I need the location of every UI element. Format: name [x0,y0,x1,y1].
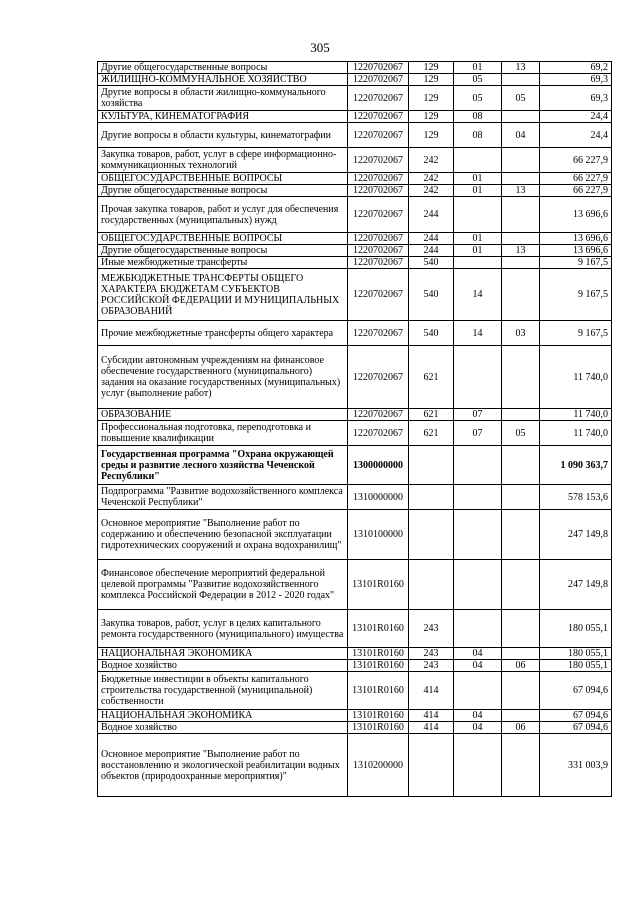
row-target-code: 13101R0160 [348,710,409,722]
row-subsection [502,197,540,233]
row-subsection: 04 [502,123,540,148]
row-subsection: 13 [502,245,540,257]
row-name: Другие общегосударственные вопросы [98,245,348,257]
row-section: 14 [454,321,502,346]
row-name: Субсидии автономным учреждениям на финансовое обеспечение государственного (муниципального) задания на оказание государственных (муниципальных) услуг (выполнение работ) [98,346,348,409]
table-row [98,610,612,648]
row-section: 08 [454,111,502,123]
table-row [98,710,612,722]
row-section: 04 [454,660,502,672]
table-row [98,233,612,245]
table-row [98,734,612,797]
row-section: 01 [454,62,502,74]
row-section [454,734,502,797]
row-section [454,510,502,560]
row-target-code: 1220702067 [348,185,409,197]
row-subsection: 05 [502,421,540,446]
row-subsection: 03 [502,321,540,346]
row-section [454,446,502,485]
row-target-code: 1310100000 [348,510,409,560]
row-amount: 9 167,5 [540,321,612,346]
row-amount: 67 094,6 [540,722,612,734]
row-target-code: 1220702067 [348,421,409,446]
row-name: Прочая закупка товаров, работ и услуг для обеспечения государственных (муниципальных) нужд [98,197,348,233]
page-number: 305 [310,40,330,55]
row-target-code: 1220702067 [348,74,409,86]
row-target-code: 1220702067 [348,269,409,321]
row-amount: 11 740,0 [540,346,612,409]
row-expense-type: 244 [409,197,454,233]
table-row [98,560,612,610]
row-expense-type: 129 [409,74,454,86]
row-expense-type: 414 [409,722,454,734]
row-amount: 24,4 [540,111,612,123]
table-row [98,173,612,185]
row-name: Закупка товаров, работ, услуг в сфере информационно-коммуникационных технологий [98,148,348,173]
table-row [98,111,612,123]
row-section [454,610,502,648]
row-amount: 578 153,6 [540,485,612,510]
row-name: Водное хозяйство [98,660,348,672]
row-section: 07 [454,421,502,446]
row-subsection [502,710,540,722]
table-row [98,86,612,111]
row-amount: 66 227,9 [540,185,612,197]
row-expense-type: 242 [409,185,454,197]
row-name: Подпрограмма "Развитие водохозяйственного комплекса Чеченской Республики" [98,485,348,510]
row-section [454,197,502,233]
row-expense-type: 129 [409,62,454,74]
row-target-code: 1220702067 [348,233,409,245]
row-amount: 13 696,6 [540,233,612,245]
row-subsection [502,560,540,610]
row-section: 01 [454,245,502,257]
row-amount: 13 696,6 [540,245,612,257]
row-target-code: 1220702067 [348,86,409,111]
row-name: Другие общегосударственные вопросы [98,62,348,74]
row-amount: 1 090 363,7 [540,446,612,485]
row-section [454,485,502,510]
row-target-code: 13101R0160 [348,648,409,660]
row-section: 01 [454,233,502,245]
row-name: НАЦИОНАЛЬНАЯ ЭКОНОМИКА [98,648,348,660]
row-subsection [502,257,540,269]
row-name: Профессиональная подготовка, переподготовка и повышение квалификации [98,421,348,446]
row-expense-type [409,734,454,797]
row-section: 07 [454,409,502,421]
row-name: ОБЩЕГОСУДАРСТВЕННЫЕ ВОПРОСЫ [98,233,348,245]
row-section [454,257,502,269]
row-target-code: 1220702067 [348,148,409,173]
row-subsection [502,409,540,421]
row-target-code: 13101R0160 [348,672,409,710]
table-row [98,185,612,197]
row-name: КУЛЬТУРА, КИНЕМАТОГРАФИЯ [98,111,348,123]
row-expense-type: 540 [409,269,454,321]
row-subsection [502,148,540,173]
row-name: Другие вопросы в области культуры, кинематографии [98,123,348,148]
row-name: Основное мероприятие "Выполнение работ по содержанию и обеспечению безопасной эксплуатации гидротехнических сооружений и охрана водохранилищ" [98,510,348,560]
row-expense-type: 414 [409,672,454,710]
row-expense-type [409,510,454,560]
row-name: МЕЖБЮДЖЕТНЫЕ ТРАНСФЕРТЫ ОБЩЕГО ХАРАКТЕРА БЮДЖЕТАМ СУБЪЕКТОВ РОССИЙСКОЙ ФЕДЕРАЦИИ И МУНИЦИПАЛЬНЫХ ОБРАЗОВАНИЙ [98,269,348,321]
row-expense-type: 129 [409,86,454,111]
row-name: Основное мероприятие "Выполнение работ по восстановлению и экологической реабилитации водных объектов (природоохранные мероприятия)" [98,734,348,797]
row-subsection [502,672,540,710]
row-amount: 247 149,8 [540,560,612,610]
row-name: НАЦИОНАЛЬНАЯ ЭКОНОМИКА [98,710,348,722]
row-subsection: 05 [502,86,540,111]
table-row [98,269,612,321]
row-subsection [502,485,540,510]
row-expense-type: 540 [409,257,454,269]
row-subsection [502,734,540,797]
row-amount: 11 740,0 [540,421,612,446]
row-target-code: 1220702067 [348,257,409,269]
row-section: 04 [454,722,502,734]
row-amount: 69,3 [540,74,612,86]
row-target-code: 1220702067 [348,321,409,346]
row-subsection: 06 [502,660,540,672]
row-subsection [502,510,540,560]
row-expense-type [409,560,454,610]
row-section [454,148,502,173]
row-target-code: 1220702067 [348,62,409,74]
row-expense-type: 129 [409,111,454,123]
row-amount: 24,4 [540,123,612,148]
row-subsection [502,111,540,123]
table-row [98,446,612,485]
row-name: Прочие межбюджетные трансферты общего характера [98,321,348,346]
row-amount: 13 696,6 [540,197,612,233]
row-subsection [502,610,540,648]
row-section: 01 [454,173,502,185]
row-target-code: 1220702067 [348,409,409,421]
row-amount: 69,2 [540,62,612,74]
row-amount: 66 227,9 [540,148,612,173]
table-row [98,722,612,734]
budget-table-body [98,62,612,797]
table-row [98,197,612,233]
row-expense-type [409,446,454,485]
row-expense-type [409,485,454,510]
row-amount: 66 227,9 [540,173,612,185]
row-amount: 180 055,1 [540,660,612,672]
row-subsection [502,346,540,409]
row-name: ЖИЛИЩНО-КОММУНАЛЬНОЕ ХОЗЯЙСТВО [98,74,348,86]
row-subsection [502,648,540,660]
row-amount: 9 167,5 [540,257,612,269]
row-target-code: 13101R0160 [348,660,409,672]
row-subsection [502,173,540,185]
row-amount: 11 740,0 [540,409,612,421]
table-row [98,485,612,510]
row-subsection [502,233,540,245]
row-expense-type: 621 [409,346,454,409]
table-row [98,510,612,560]
row-subsection: 06 [502,722,540,734]
row-expense-type: 621 [409,409,454,421]
row-name: ОБЩЕГОСУДАРСТВЕННЫЕ ВОПРОСЫ [98,173,348,185]
row-target-code: 1300000000 [348,446,409,485]
row-expense-type: 244 [409,245,454,257]
row-target-code: 13101R0160 [348,610,409,648]
row-expense-type: 621 [409,421,454,446]
table-row [98,123,612,148]
row-target-code: 1220702067 [348,123,409,148]
table-row [98,321,612,346]
row-section: 04 [454,710,502,722]
row-name: Государственная программа "Охрана окружающей среды и развитие лесного хозяйства Чеченской Республики" [98,446,348,485]
table-row [98,148,612,173]
row-amount: 69,3 [540,86,612,111]
table-row [98,672,612,710]
row-expense-type: 129 [409,123,454,148]
row-expense-type: 242 [409,148,454,173]
row-subsection [502,74,540,86]
row-target-code: 1220702067 [348,197,409,233]
row-target-code: 1220702067 [348,173,409,185]
table-row [98,409,612,421]
row-target-code: 1220702067 [348,346,409,409]
row-subsection: 13 [502,62,540,74]
table-row [98,648,612,660]
row-section: 04 [454,648,502,660]
row-target-code: 1220702067 [348,245,409,257]
row-amount: 331 003,9 [540,734,612,797]
row-name: Другие вопросы в области жилищно-коммунального хозяйства [98,86,348,111]
budget-table [97,61,612,797]
row-section: 01 [454,185,502,197]
row-target-code: 1310200000 [348,734,409,797]
row-name: ОБРАЗОВАНИЕ [98,409,348,421]
row-name: Водное хозяйство [98,722,348,734]
row-subsection: 13 [502,185,540,197]
row-amount: 180 055,1 [540,610,612,648]
row-expense-type: 242 [409,173,454,185]
row-expense-type: 243 [409,610,454,648]
table-row [98,421,612,446]
row-name: Закупка товаров, работ, услуг в целях капитального ремонта государственного (муниципального) имущества [98,610,348,648]
row-section [454,346,502,409]
row-name: Другие общегосударственные вопросы [98,185,348,197]
row-target-code: 1220702067 [348,111,409,123]
row-target-code: 1310000000 [348,485,409,510]
row-section [454,672,502,710]
row-section: 05 [454,74,502,86]
row-target-code: 13101R0160 [348,722,409,734]
row-target-code: 13101R0160 [348,560,409,610]
row-amount: 247 149,8 [540,510,612,560]
row-amount: 67 094,6 [540,672,612,710]
table-row [98,346,612,409]
row-expense-type: 243 [409,660,454,672]
row-subsection [502,446,540,485]
row-subsection [502,269,540,321]
row-name: Бюджетные инвестиции в объекты капитального строительства государственной (муниципальной) собственности [98,672,348,710]
table-row [98,62,612,74]
table-row [98,74,612,86]
row-amount: 180 055,1 [540,648,612,660]
row-expense-type: 243 [409,648,454,660]
row-expense-type: 414 [409,710,454,722]
table-row [98,245,612,257]
row-expense-type: 244 [409,233,454,245]
row-amount: 9 167,5 [540,269,612,321]
row-expense-type: 540 [409,321,454,346]
row-name: Иные межбюджетные трансферты [98,257,348,269]
row-name: Финансовое обеспечение мероприятий федеральной целевой программы "Развитие водохозяйственного комплекса Российской Федерации в 2012 - 2020 годах" [98,560,348,610]
table-row [98,257,612,269]
row-section: 14 [454,269,502,321]
row-section: 05 [454,86,502,111]
row-amount: 67 094,6 [540,710,612,722]
row-section: 08 [454,123,502,148]
table-row [98,660,612,672]
row-section [454,560,502,610]
